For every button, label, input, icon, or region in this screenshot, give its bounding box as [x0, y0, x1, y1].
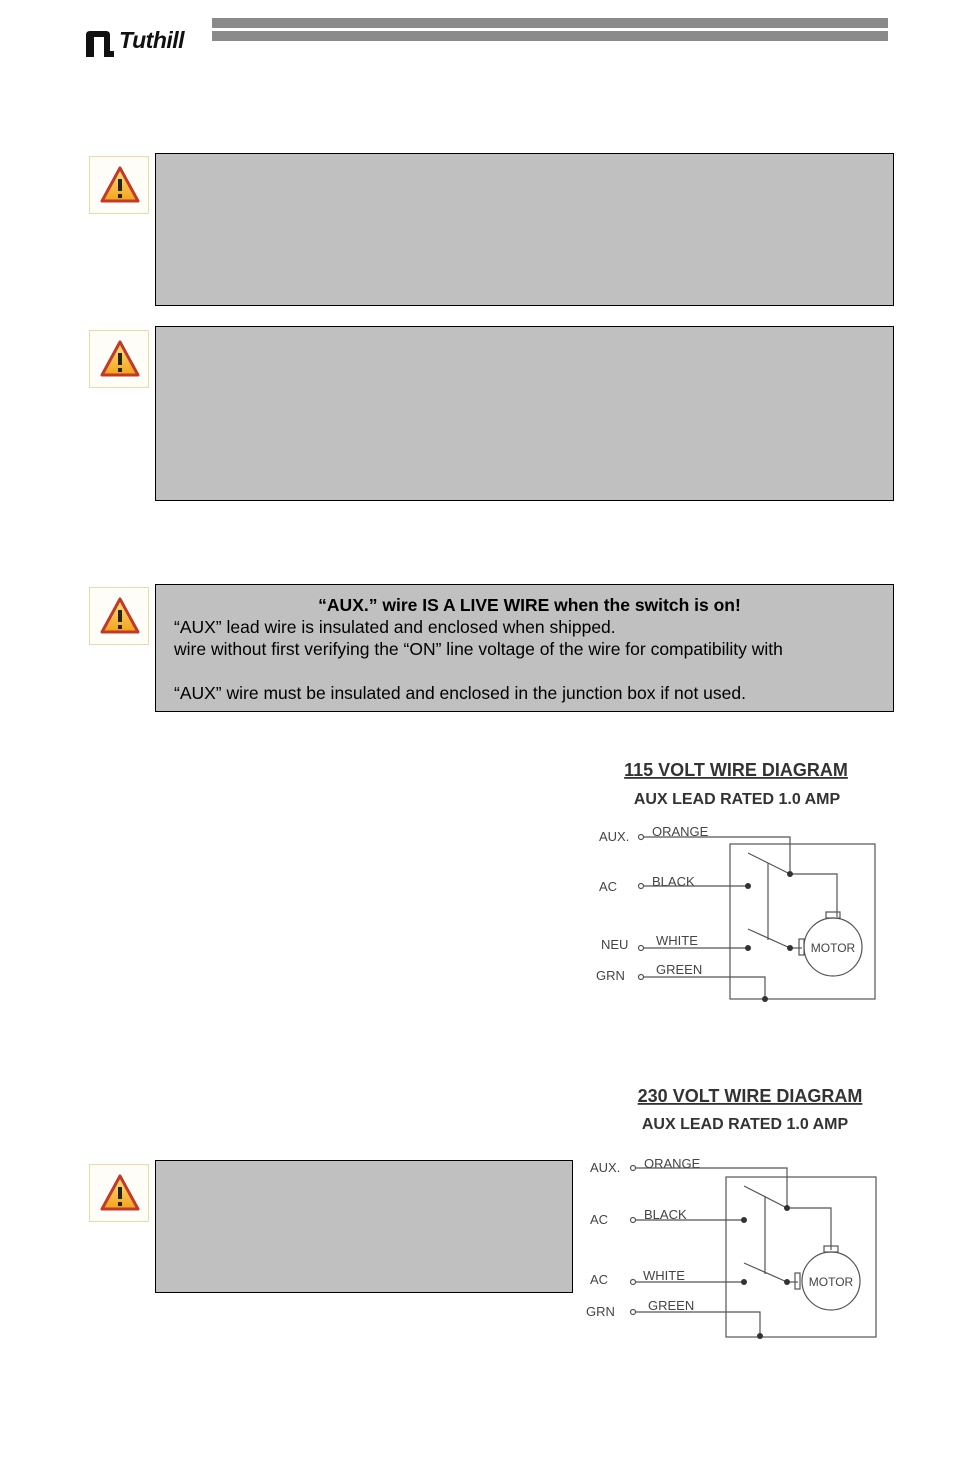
aux-warning-line: wire without first verifying the “ON” line voltage of the wire for compatibility with — [174, 639, 783, 659]
aux-warning-line: “AUX” wire must be insulated and enclosed in the junction box if not used. — [174, 683, 746, 703]
header-rule-bottom — [212, 31, 888, 41]
terminal-label: GRN — [596, 968, 625, 983]
wire-label: BLACK — [644, 1207, 687, 1222]
diagram-title: 230 VOLT WIRE DIAGRAM — [637, 1086, 863, 1106]
motor-label: MOTOR — [810, 941, 856, 955]
wire-diagram-230v — [584, 1080, 894, 1345]
tuthill-logo — [84, 26, 199, 60]
wire-diagram-115v — [590, 755, 890, 1010]
wire-label: ORANGE — [652, 824, 709, 839]
terminal-label: NEU — [601, 937, 629, 952]
diagram-title: 115 VOLT WIRE DIAGRAM — [624, 760, 848, 780]
aux-warning-title: “AUX.” wire IS A LIVE WIRE when the switch is on! — [318, 595, 741, 615]
terminal-label: AUX. — [590, 1160, 621, 1175]
diagram-subtitle: AUX LEAD RATED 1.0 AMP — [641, 1116, 849, 1133]
brand-name: Tuthill — [119, 27, 185, 53]
aux-warning-line: “AUX” lead wire is insulated and enclosed when shipped. — [174, 617, 616, 637]
wire-label: WHITE — [643, 1268, 685, 1283]
terminal-label: AC — [590, 1272, 609, 1287]
terminal-label: AC — [599, 879, 618, 894]
aux-warning-box — [155, 584, 894, 712]
warning-icon — [89, 330, 149, 388]
diagram-subtitle: AUX LEAD RATED 1.0 AMP — [633, 791, 841, 808]
warning-icon — [89, 156, 149, 214]
warning-icon — [89, 1164, 149, 1222]
header-rule-top — [212, 18, 888, 28]
warning-box-2 — [155, 326, 894, 501]
warning-icon — [89, 587, 149, 645]
wire-label: BLACK — [652, 874, 695, 889]
terminal-label: AUX. — [599, 829, 630, 844]
warning-box-1 — [155, 153, 894, 306]
warning-box-4 — [155, 1160, 573, 1293]
wire-label: ORANGE — [644, 1156, 701, 1171]
wire-label: GREEN — [656, 962, 703, 977]
terminal-label: AC — [590, 1212, 609, 1227]
wire-label: GREEN — [648, 1298, 695, 1313]
terminal-label: GRN — [586, 1304, 615, 1319]
tuthill-logo-icon — [84, 29, 116, 59]
wire-label: WHITE — [656, 933, 698, 948]
motor-label: MOTOR — [808, 1275, 854, 1289]
